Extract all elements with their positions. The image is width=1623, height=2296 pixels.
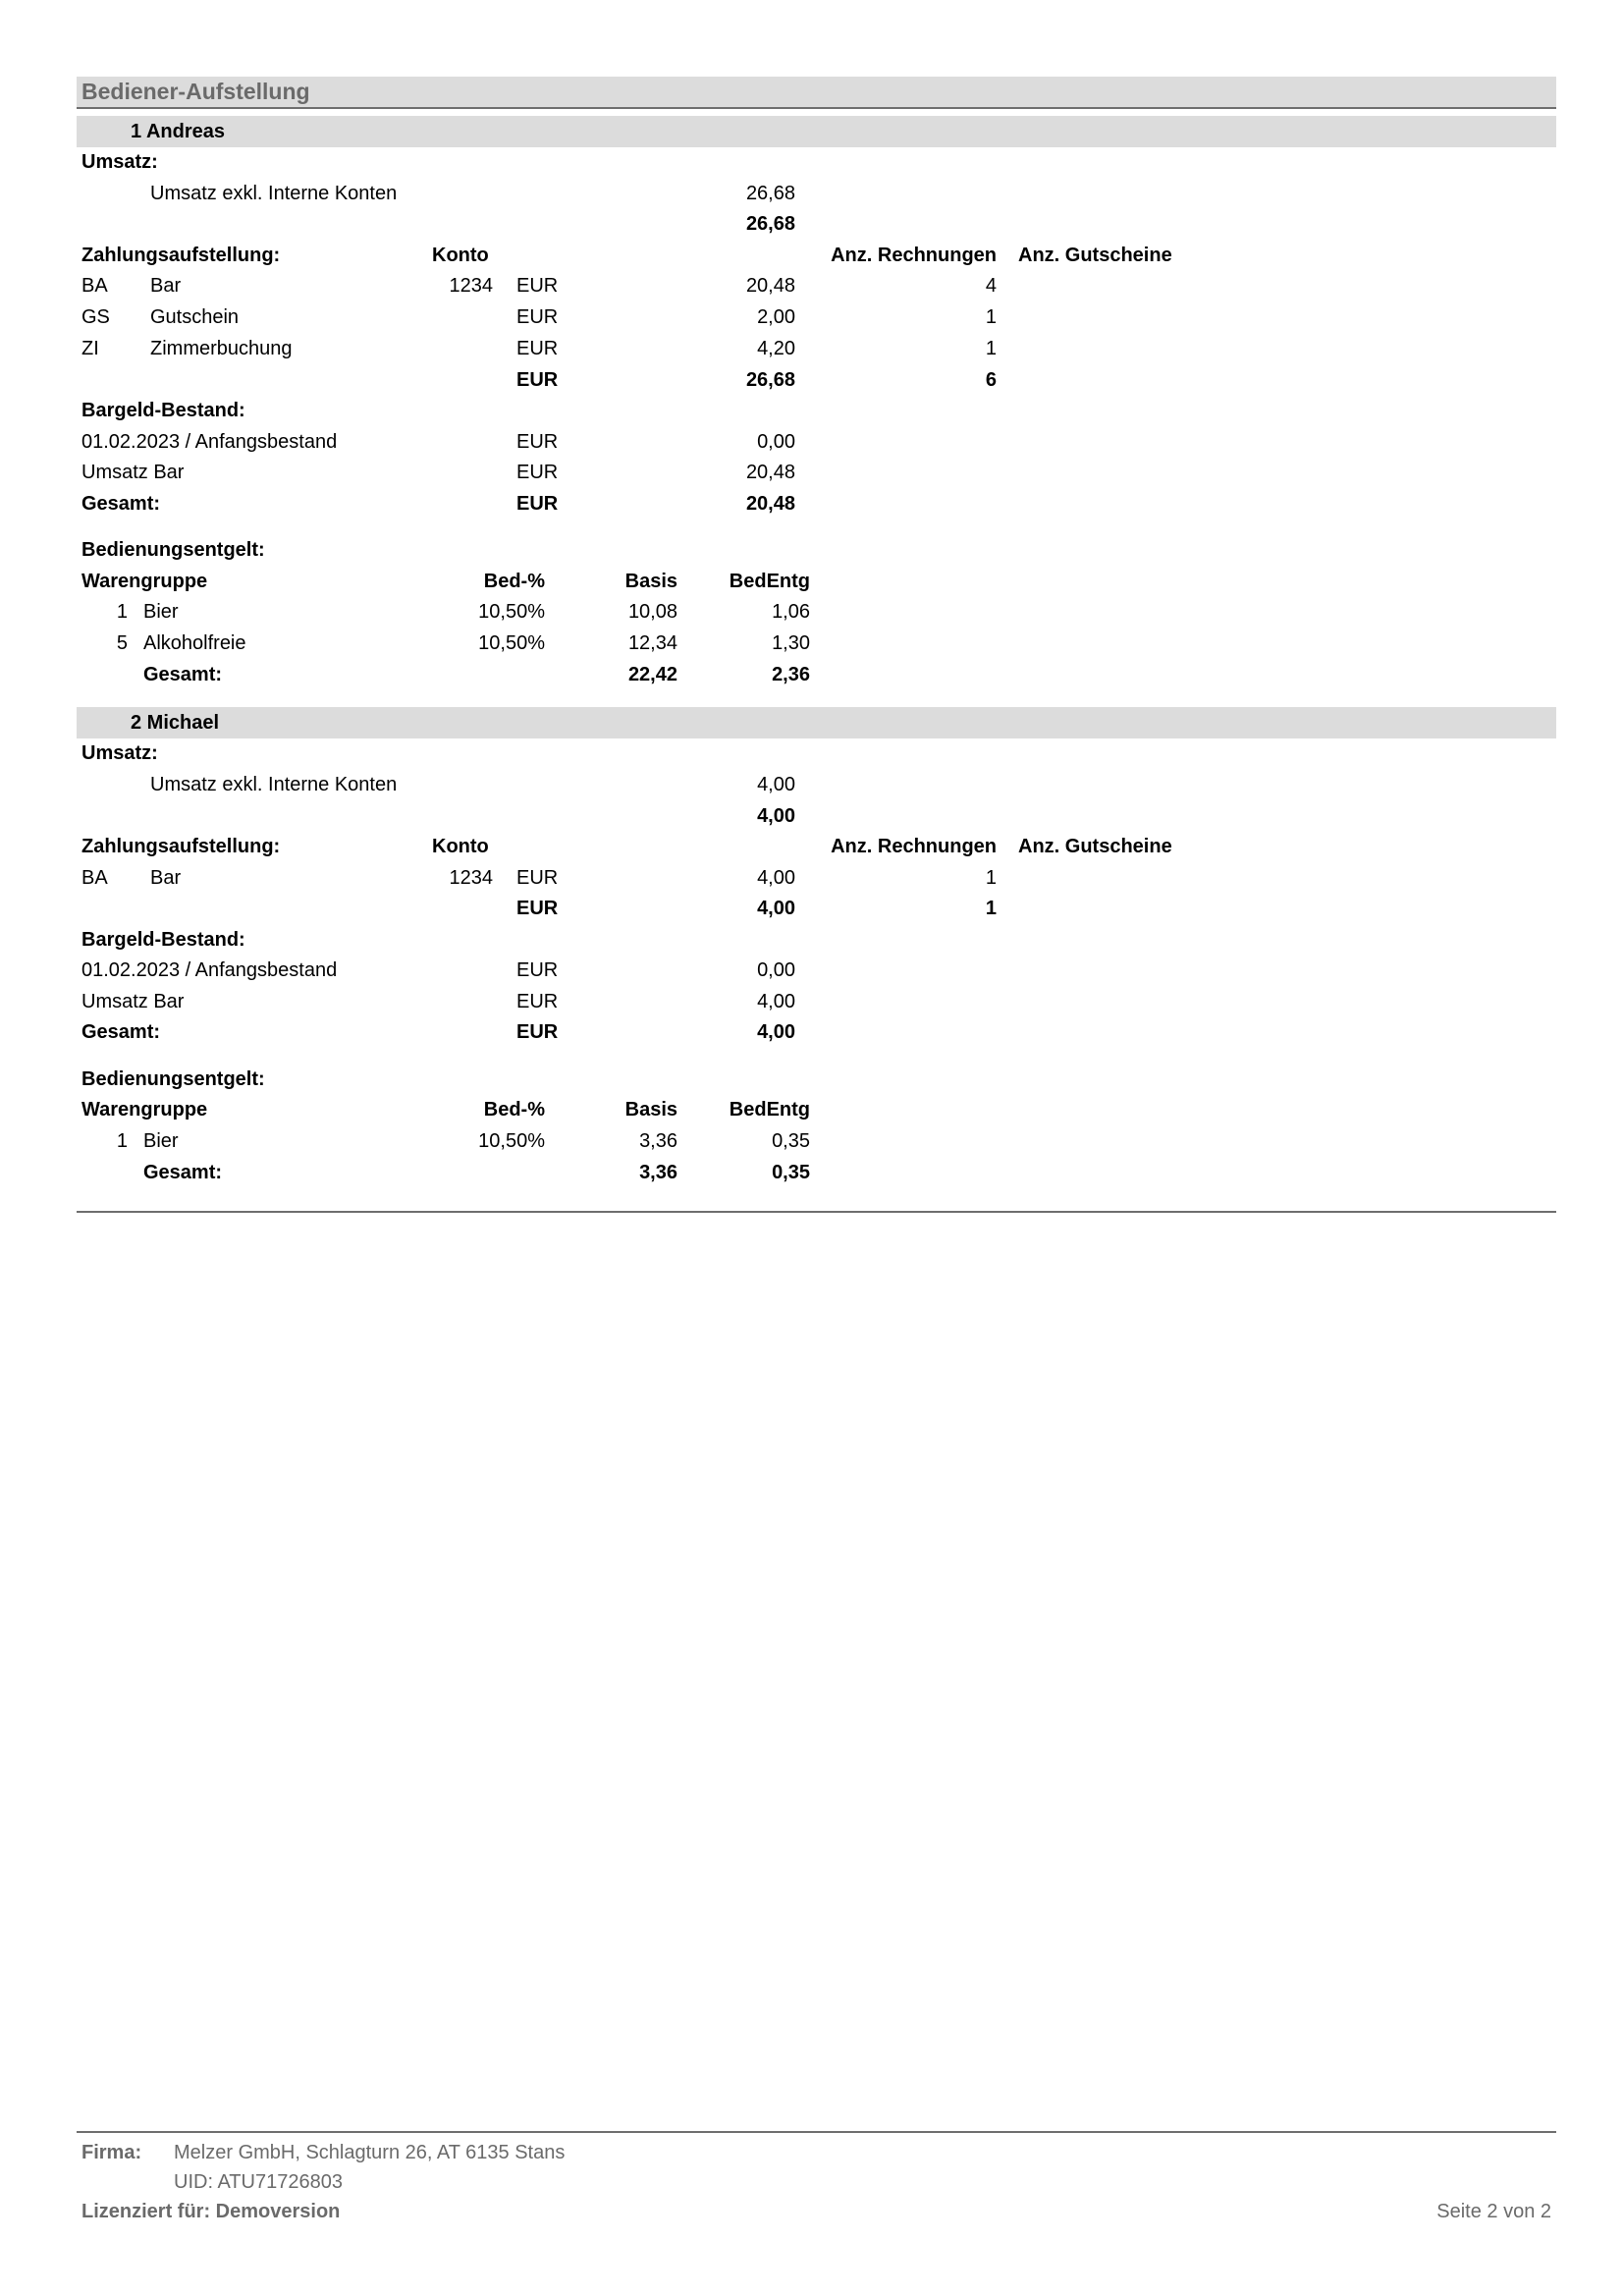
umsatz-line-value: 4,00 <box>757 774 795 795</box>
service-total-basis: 3,36 <box>639 1162 677 1183</box>
umsatz-line-label: Umsatz exkl. Interne Konten <box>150 183 398 204</box>
payment-code: ZI <box>81 338 99 359</box>
payment-rechnungen: 1 <box>985 338 997 359</box>
service-total-basis: 22,42 <box>627 664 677 685</box>
service-row-nr: 1 <box>116 601 128 623</box>
cash-row-label: 01.02.2023 / Anfangsbestand <box>81 431 338 453</box>
cash-total-amount: 4,00 <box>757 1021 795 1043</box>
cash-row-label: Umsatz Bar <box>81 991 185 1012</box>
payment-currency: EUR <box>516 867 559 889</box>
cash-row-amount: 20,48 <box>745 462 795 483</box>
service-row-nr: 5 <box>116 632 128 654</box>
payment-name: Bar <box>150 867 182 889</box>
service-label: Bedienungsentgelt: <box>81 1068 265 1090</box>
service-row-nr: 1 <box>116 1130 128 1152</box>
payment-code: GS <box>81 306 110 328</box>
rechnungen-header: Anz. Rechnungen <box>831 245 997 266</box>
cash-row-label: Umsatz Bar <box>81 462 185 483</box>
cash-row-currency: EUR <box>516 959 559 981</box>
payment-rechnungen: 1 <box>985 306 997 328</box>
cash-row-amount: 0,00 <box>757 959 795 981</box>
payment-rechnungen: 1 <box>985 867 997 889</box>
cash-total-label: Gesamt: <box>81 1021 161 1043</box>
payment-konto: 1234 <box>449 867 493 889</box>
payments-total-rechnungen: 1 <box>985 898 997 919</box>
cash-label: Bargeld-Bestand: <box>81 400 245 421</box>
gutscheine-header: Anz. Gutscheine <box>1018 836 1172 857</box>
payments-label: Zahlungsaufstellung: <box>81 836 281 857</box>
service-row-group: Bier <box>143 601 179 623</box>
payments-total-amount: 26,68 <box>745 369 795 391</box>
waiter-banner <box>77 116 1556 147</box>
umsatz-label: Umsatz: <box>81 742 158 764</box>
cash-total-amount: 20,48 <box>745 493 795 515</box>
cash-row-currency: EUR <box>516 991 559 1012</box>
service-row-group: Bier <box>143 1130 179 1152</box>
payment-currency: EUR <box>516 338 559 359</box>
payments-label: Zahlungsaufstellung: <box>81 245 281 266</box>
payment-currency: EUR <box>516 306 559 328</box>
cash-total-currency: EUR <box>516 1021 559 1043</box>
footer-firma-value: Melzer GmbH, Schlagturn 26, AT 6135 Stans <box>174 2142 566 2163</box>
konto-header: Konto <box>432 245 489 266</box>
service-row-group: Alkoholfreie <box>143 632 246 654</box>
service-row-fee: 1,30 <box>772 632 810 654</box>
cash-row-currency: EUR <box>516 462 559 483</box>
payments-total-currency: EUR <box>516 898 559 919</box>
service-row-pct: 10,50% <box>478 632 545 654</box>
payment-name: Bar <box>150 275 182 297</box>
umsatz-label: Umsatz: <box>81 151 158 173</box>
cash-row-amount: 4,00 <box>757 991 795 1012</box>
waiter-banner <box>77 707 1556 738</box>
service-header-group: Warengruppe <box>81 571 208 592</box>
waiter-name: 1 Andreas <box>131 121 225 142</box>
service-row-basis: 3,36 <box>639 1130 677 1152</box>
payment-code: BA <box>81 867 108 889</box>
payment-amount: 4,20 <box>757 338 795 359</box>
footer-rule <box>77 2131 1556 2133</box>
cash-total-label: Gesamt: <box>81 493 161 515</box>
payment-amount: 4,00 <box>757 867 795 889</box>
service-header-group: Warengruppe <box>81 1099 208 1121</box>
service-header-basis: Basis <box>624 571 677 592</box>
konto-header: Konto <box>432 836 489 857</box>
payment-currency: EUR <box>516 275 559 297</box>
footer-page-number: Seite 2 von 2 <box>1436 2201 1551 2222</box>
service-header-fee: BedEntg <box>729 571 810 592</box>
service-total-label: Gesamt: <box>143 1162 223 1183</box>
umsatz-line-value: 26,68 <box>745 183 795 204</box>
cash-row-amount: 0,00 <box>757 431 795 453</box>
title-underline <box>77 107 1556 109</box>
payment-code: BA <box>81 275 108 297</box>
service-header-pct: Bed-% <box>483 1099 545 1121</box>
waiter-name: 2 Michael <box>131 712 220 734</box>
service-total-fee: 2,36 <box>772 664 810 685</box>
footer-license: Lizenziert für: Demoversion <box>81 2201 341 2222</box>
content-end-rule <box>77 1211 1556 1213</box>
service-header-pct: Bed-% <box>483 571 545 592</box>
service-total-label: Gesamt: <box>143 664 223 685</box>
payments-total-currency: EUR <box>516 369 559 391</box>
service-label: Bedienungsentgelt: <box>81 539 265 561</box>
footer-firma-label: Firma: <box>81 2142 142 2163</box>
payment-name: Zimmerbuchung <box>150 338 293 359</box>
service-header-basis: Basis <box>624 1099 677 1121</box>
service-total-fee: 0,35 <box>772 1162 810 1183</box>
service-row-pct: 10,50% <box>478 601 545 623</box>
service-row-basis: 10,08 <box>627 601 677 623</box>
cash-total-currency: EUR <box>516 493 559 515</box>
service-row-basis: 12,34 <box>627 632 677 654</box>
umsatz-total: 4,00 <box>757 805 795 827</box>
footer-uid: UID: ATU71726803 <box>174 2171 343 2193</box>
payments-total-amount: 4,00 <box>757 898 795 919</box>
rechnungen-header: Anz. Rechnungen <box>831 836 997 857</box>
report-title: Bediener-Aufstellung <box>81 79 310 104</box>
cash-row-currency: EUR <box>516 431 559 453</box>
payment-amount: 20,48 <box>745 275 795 297</box>
payment-rechnungen: 4 <box>985 275 997 297</box>
umsatz-total: 26,68 <box>745 213 795 235</box>
gutscheine-header: Anz. Gutscheine <box>1018 245 1172 266</box>
service-row-pct: 10,50% <box>478 1130 545 1152</box>
payment-amount: 2,00 <box>757 306 795 328</box>
cash-label: Bargeld-Bestand: <box>81 929 245 951</box>
payment-konto: 1234 <box>449 275 493 297</box>
umsatz-line-label: Umsatz exkl. Interne Konten <box>150 774 398 795</box>
service-header-fee: BedEntg <box>729 1099 810 1121</box>
payments-total-rechnungen: 6 <box>985 369 997 391</box>
service-row-fee: 0,35 <box>772 1130 810 1152</box>
cash-row-label: 01.02.2023 / Anfangsbestand <box>81 959 338 981</box>
payment-name: Gutschein <box>150 306 240 328</box>
service-row-fee: 1,06 <box>772 601 810 623</box>
